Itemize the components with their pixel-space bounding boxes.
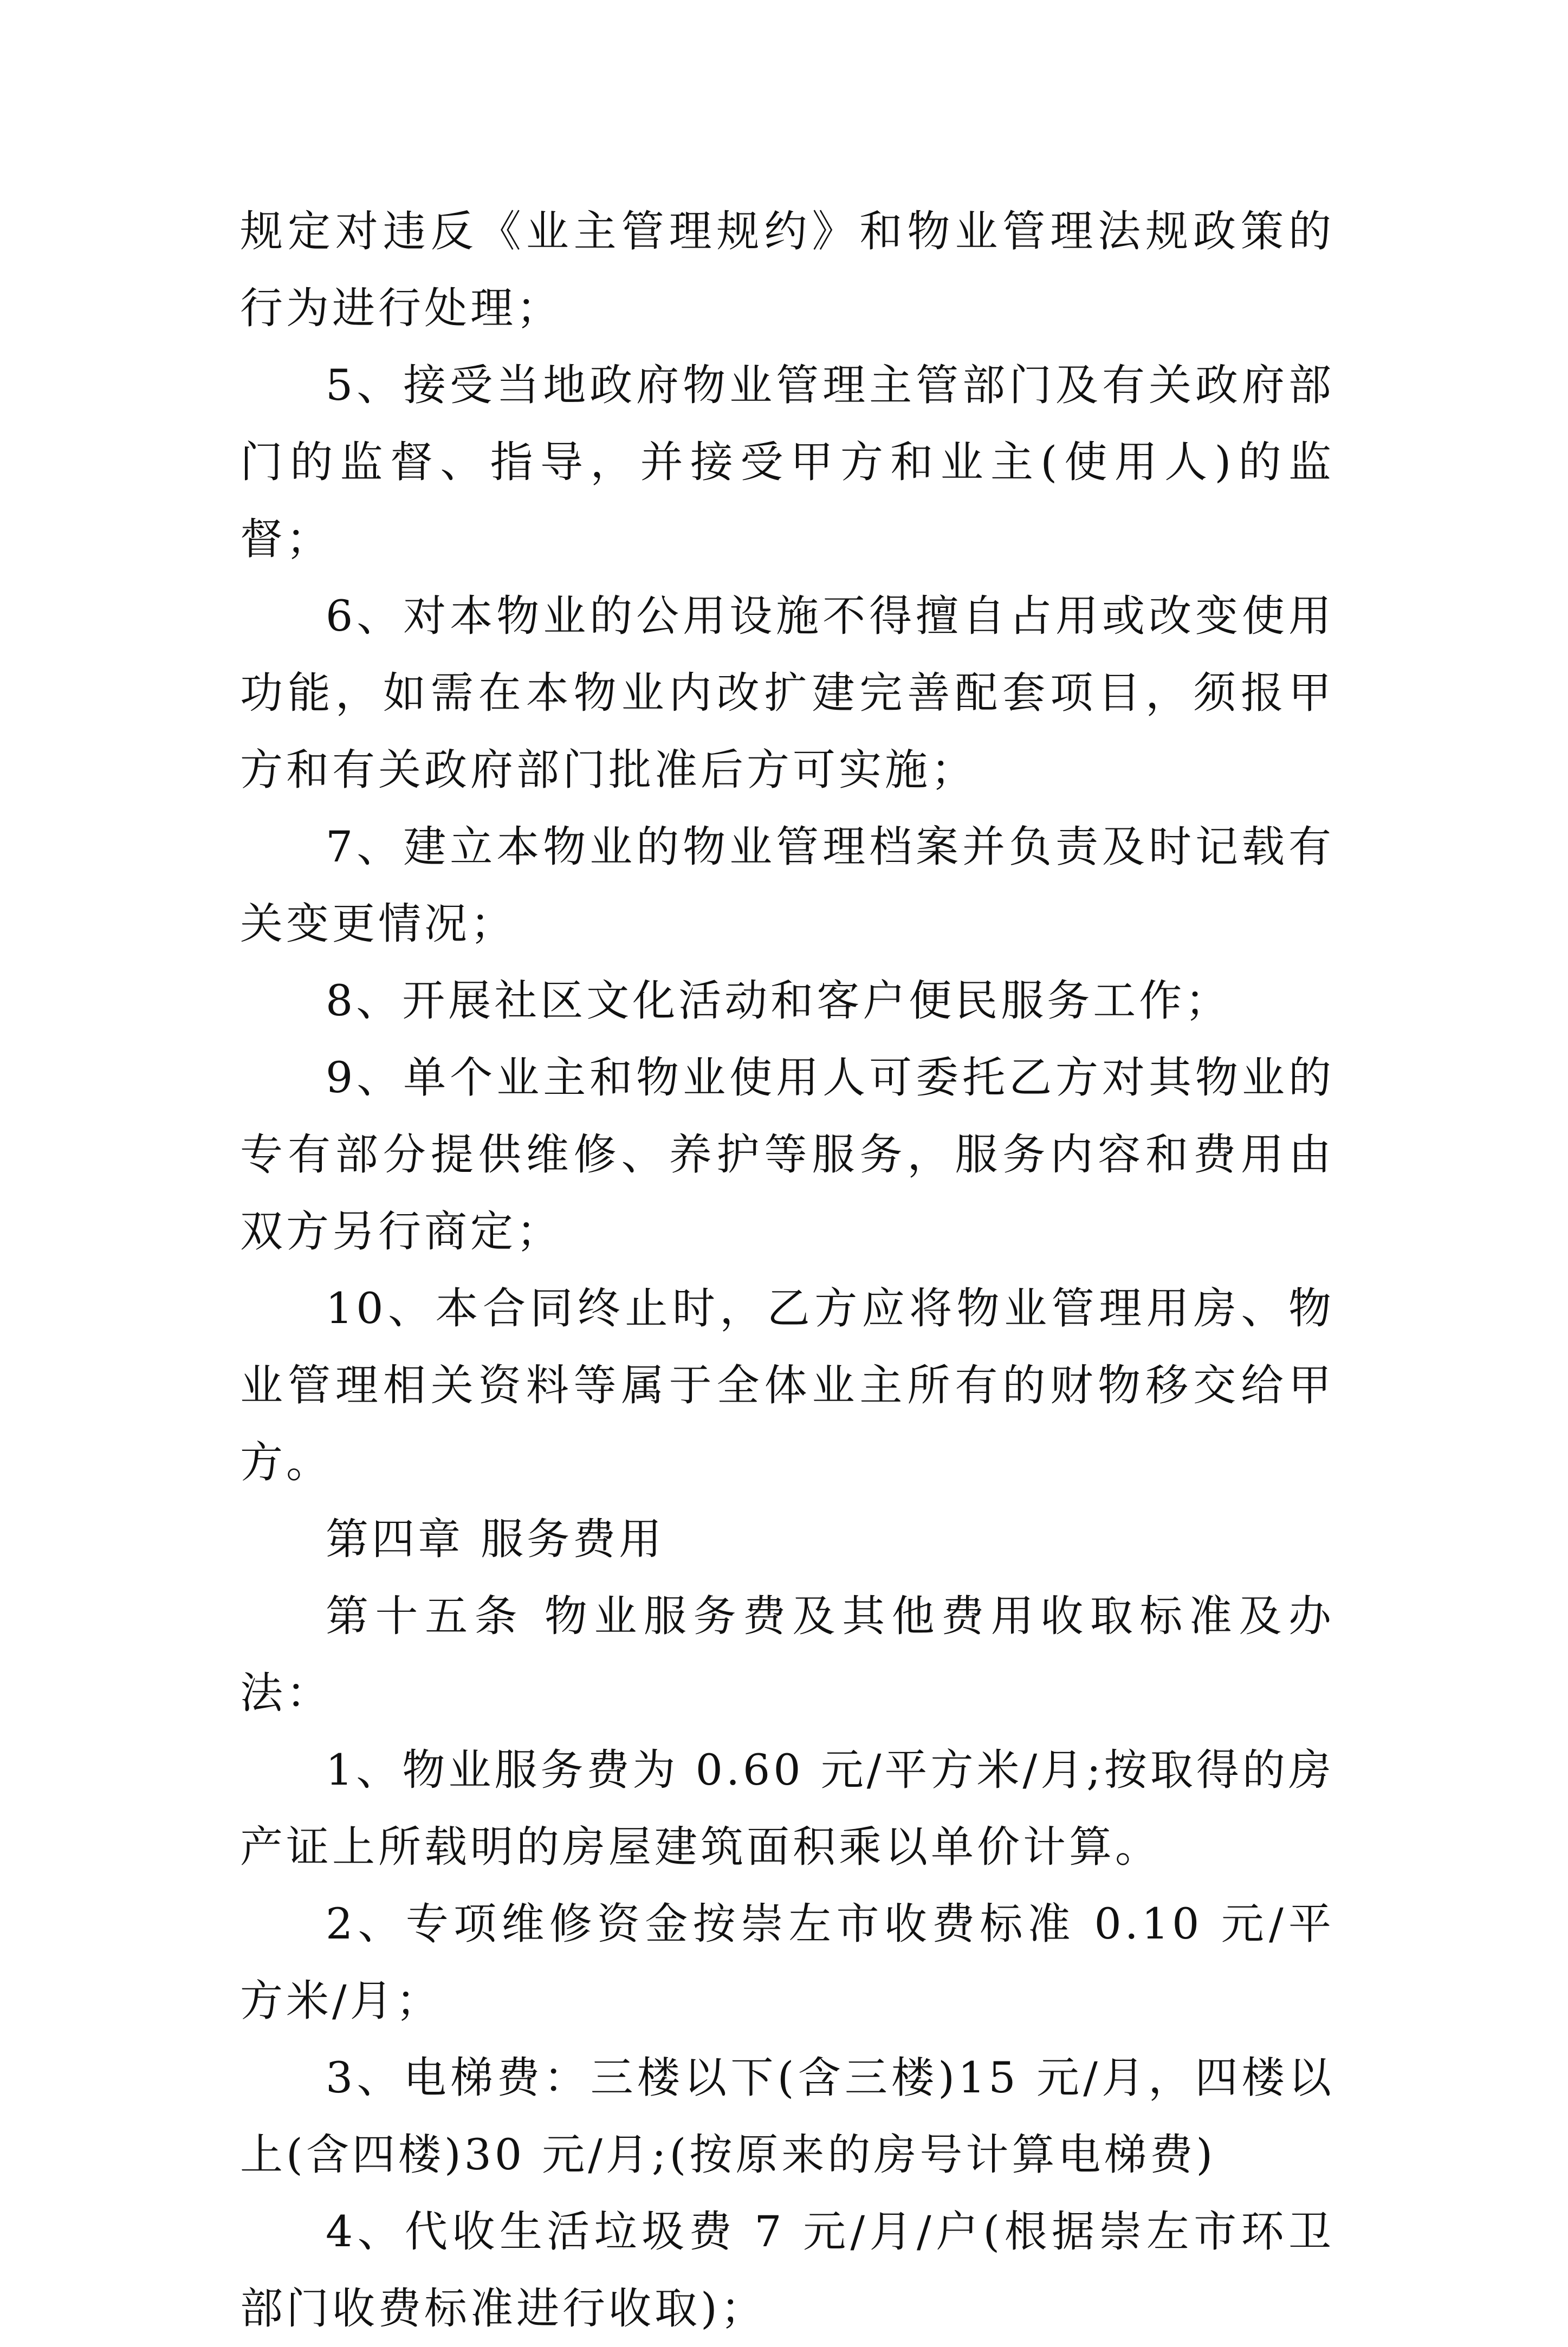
- paragraph-item-8: 8、开展社区文化活动和客户便民服务工作；: [326, 976, 1232, 1026]
- paragraph-item-5: 5、接受当地政府物业管理主管部门及有关政府部门的监督、指导，并接受甲方和业主(使用人)的监督；: [240, 360, 1334, 564]
- document-body: [240, 193, 1334, 2347]
- paragraph-continuation: 规定对违反《业主管理规约》和物业管理法规政策的行为进行处理；: [240, 206, 1334, 333]
- article-heading: 第十五条 物业服务费及其他费用收取标准及办法：: [240, 1591, 1334, 1718]
- paragraph-item-7: 7、建立本物业的物业管理档案并负责及时记载有关变更情况；: [240, 822, 1334, 949]
- paragraph-item-10: 10、本合同终止时，乙方应将物业管理用房、物业管理相关资料等属于全体业主所有的财物移交给甲方。: [240, 1283, 1334, 1487]
- fee-item-1: 1、物业服务费为 0.60 元/平方米/月;按取得的房产证上所载明的房屋建筑面积乘以单价计算。: [240, 1745, 1334, 1872]
- chapter-heading: 第四章 服务费用: [326, 1514, 665, 1564]
- fee-item-2: 2、专项维修资金按崇左市收费标准 0.10 元/平方米/月；: [240, 1899, 1334, 2026]
- fee-item-3: 3、电梯费：三楼以下(含三楼)15 元/月，四楼以上(含四楼)30 元/月;(按原来的房号计算电梯费): [240, 2053, 1334, 2180]
- fee-item-4: 4、代收生活垃圾费 7 元/月/户(根据崇左市环卫部门收费标准进行收取)；: [240, 2207, 1334, 2333]
- paragraph-item-6: 6、对本物业的公用设施不得擅自占用或改变使用功能，如需在本物业内改扩建完善配套项目，须报甲方和有关政府部门批准后方可实施；: [240, 591, 1334, 795]
- paragraph-item-9: 9、单个业主和物业使用人可委托乙方对其物业的专有部分提供维修、养护等服务，服务内容和费用由双方另行商定；: [240, 1053, 1334, 1256]
